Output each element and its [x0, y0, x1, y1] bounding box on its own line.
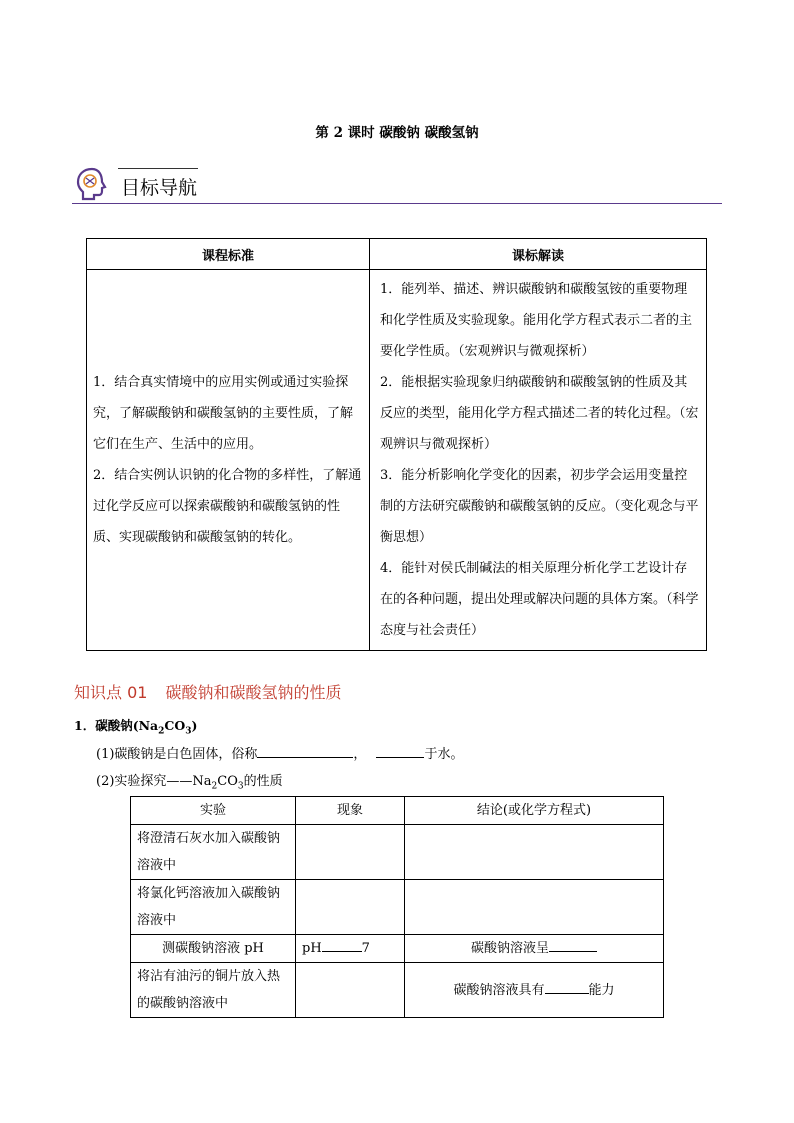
interpretation-item: 4．能针对侯氏制碱法的相关原理分析化学工艺设计存在的各种问题，提出处理或解决问题的具体方案。（科学态度与社会责任）: [380, 561, 699, 638]
interpretation-item: 2．能根据实验现象归纳碳酸钠和碳酸氢钠的性质及其反应的类型，能用化学方程式描述二者的转化过程。（宏观辨识与微观探析）: [380, 375, 699, 452]
observation-cell[interactable]: [296, 880, 405, 935]
question-line-2: (2)实验探究$——Na_2CO_3$的性质: [96, 774, 283, 792]
section-header: 目标导航: [121, 177, 198, 199]
interpretations-cell: [370, 270, 707, 651]
observation-cell[interactable]: [296, 963, 405, 1018]
question-line-1: (1)碳酸钠是白色固体，俗称 ， 于水。: [96, 747, 464, 762]
exp-cell: 将沾有油污的铜片放入热的碳酸钠溶液中: [131, 963, 296, 1018]
conclusion-cell: 碳酸钠溶液具有 能力: [405, 963, 664, 1018]
exp-header: 现象: [296, 797, 405, 825]
standard-item: 1．结合真实情境中的应用实例或通过实验探究，了解碳酸钠和碳酸氢钠的主要性质，了解它们在生产、生活中的应用。: [93, 375, 354, 452]
conclusion-cell[interactable]: [405, 825, 664, 880]
exp-cell: 将澄清石灰水加入碳酸钠溶液中: [131, 825, 296, 880]
goals-col1-header: 课程标准: [87, 239, 370, 270]
observation-cell: pH 7: [296, 935, 405, 963]
subsection-heading: 1．碳酸钠$(Na_2CO_3)$: [74, 718, 198, 737]
standard-item: 2．结合实例认识钠的化合物的多样性，了解通过化学反应可以探索碳酸钠和碳酸氢钠的性质、实现碳酸钠和碳酸氢钠的转化。: [93, 468, 362, 545]
exp-cell: 将氯化钙溶液加入碳酸钠溶液中: [131, 880, 296, 935]
head-brain-icon: [75, 166, 109, 202]
knowledge-point-title: 碳酸钠和碳酸氢钠的性质: [165, 683, 342, 702]
answer-blank[interactable]: [545, 981, 589, 994]
experiment-table: [130, 796, 664, 1018]
goals-col2-header: 课标解读: [370, 239, 707, 270]
exp-header: 结论(或化学方程式): [405, 797, 664, 825]
header-decor-line: [118, 168, 198, 169]
conclusion-cell: 碳酸钠溶液呈: [405, 935, 664, 963]
interpretation-item: 1．能列举、描述、辨识碳酸钠和碳酸氢铵的重要物理和化学性质及实验现象。能用化学方程式表示二者的主要化学性质。（宏观辨识与微观探析）: [380, 282, 693, 359]
answer-blank[interactable]: [257, 745, 353, 758]
answer-blank[interactable]: [376, 745, 424, 758]
observation-cell[interactable]: [296, 825, 405, 880]
interpretation-item: 3．能分析影响化学变化的因素，初步学会运用变量控制的方法研究碳酸钠和碳酸氢钠的反应。（变化观念与平衡思想）: [380, 468, 699, 545]
exp-cell: 测碳酸钠溶液 pH: [131, 935, 296, 963]
page-title: 第 2 课时 碳酸钠 碳酸氢钠: [315, 125, 479, 141]
knowledge-point-heading: [74, 680, 341, 703]
answer-blank[interactable]: [322, 939, 362, 952]
goals-table: [86, 238, 707, 651]
conclusion-cell[interactable]: [405, 880, 664, 935]
knowledge-point-number: 知识点 01: [74, 683, 148, 702]
answer-blank[interactable]: [549, 939, 597, 952]
exp-header: 实验: [131, 797, 296, 825]
section-divider: [72, 203, 722, 204]
standards-cell: [87, 270, 370, 651]
